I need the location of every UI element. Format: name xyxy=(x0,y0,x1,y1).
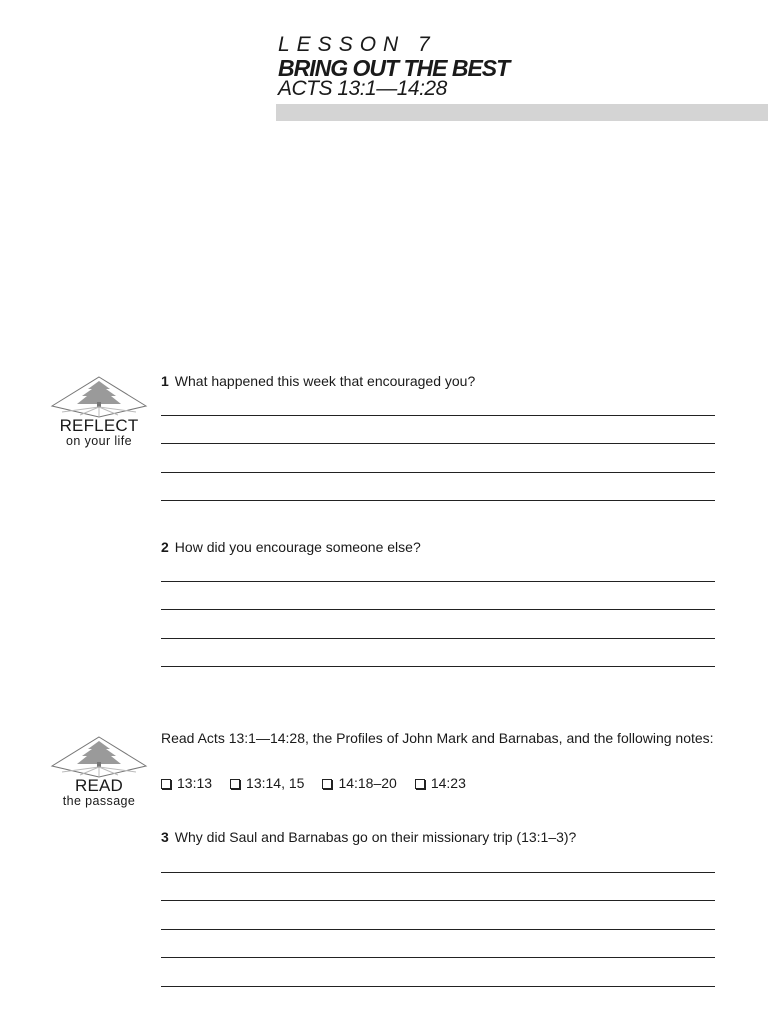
tree-in-triangle-icon xyxy=(50,376,148,418)
question-text: How did you encourage someone else? xyxy=(174,539,421,555)
read-sublabel: the passage xyxy=(62,794,136,808)
note-label: 13:13 xyxy=(177,775,213,791)
checkbox-icon[interactable] xyxy=(230,779,240,789)
answer-line[interactable] xyxy=(161,609,715,610)
answer-line[interactable] xyxy=(161,500,715,501)
answer-line[interactable] xyxy=(161,638,715,639)
question-number: 2 xyxy=(161,539,169,555)
question-text: Why did Saul and Barnabas go on their missionary trip (13:1–3)? xyxy=(174,829,577,845)
checkbox-icon[interactable] xyxy=(415,779,425,789)
read-label: READ xyxy=(74,776,124,795)
checkbox-icon[interactable] xyxy=(161,779,171,789)
question-1 xyxy=(161,373,475,390)
read-section-icon xyxy=(50,736,148,808)
question-3 xyxy=(161,829,576,846)
question-text: What happened this week that encouraged you? xyxy=(174,373,476,389)
question-number: 1 xyxy=(161,373,169,389)
lesson-number: LESSON 7 xyxy=(278,33,437,56)
answer-line[interactable] xyxy=(161,581,715,582)
lesson-passage: ACTS 13:1—14:28 xyxy=(278,77,447,100)
note-label: 14:23 xyxy=(430,775,466,791)
answer-line[interactable] xyxy=(161,929,715,930)
question-number: 3 xyxy=(161,829,169,845)
note-label: 13:14, 15 xyxy=(246,775,305,791)
answer-line[interactable] xyxy=(161,666,715,667)
note-checkbox[interactable] xyxy=(230,775,304,792)
answer-line[interactable] xyxy=(161,900,715,901)
answer-line[interactable] xyxy=(161,872,715,873)
note-checkbox[interactable] xyxy=(322,775,396,792)
header-bar xyxy=(276,104,768,121)
answer-line[interactable] xyxy=(161,415,715,416)
answer-line[interactable] xyxy=(161,443,715,444)
note-label: 14:18–20 xyxy=(338,775,397,791)
reflect-sublabel: on your life xyxy=(66,434,132,448)
checkbox-icon[interactable] xyxy=(322,779,332,789)
lesson-title: BRING OUT THE BEST xyxy=(278,55,510,81)
note-checkbox[interactable] xyxy=(161,775,212,792)
question-2 xyxy=(161,539,421,556)
tree-in-triangle-icon xyxy=(50,736,148,778)
read-instructions: Read Acts 13:1—14:28, the Profiles of John Mark and Barnabas, and the following notes: xyxy=(161,730,714,746)
answer-line[interactable] xyxy=(161,957,715,958)
reflect-section-icon xyxy=(50,376,148,448)
answer-line[interactable] xyxy=(161,472,715,473)
reflect-label: REFLECT xyxy=(59,416,139,435)
note-checkbox[interactable] xyxy=(415,775,466,792)
answer-line[interactable] xyxy=(161,986,715,987)
notes-checklist xyxy=(161,775,484,792)
